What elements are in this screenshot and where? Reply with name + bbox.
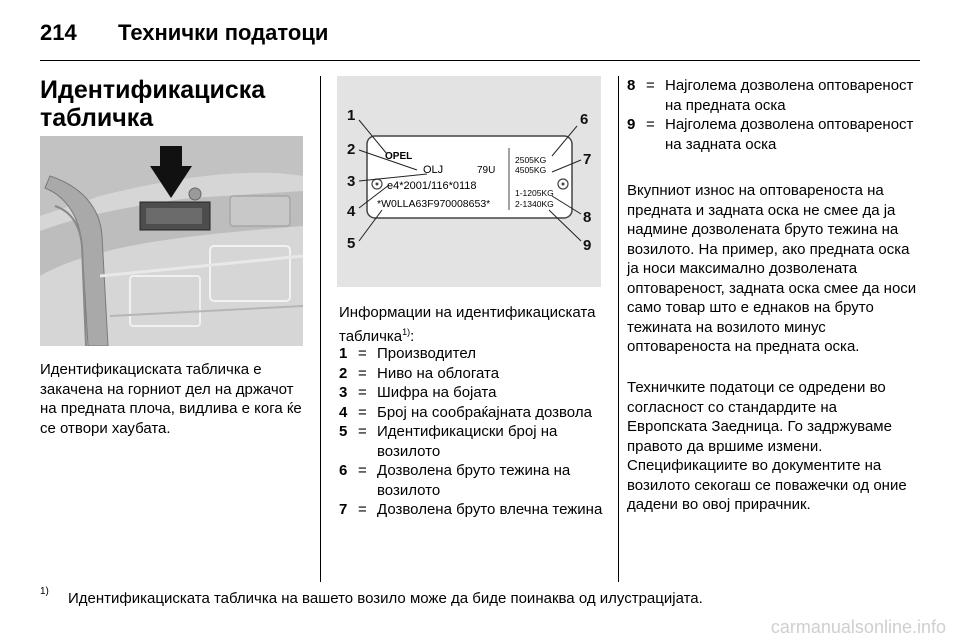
legend-number: 3 (339, 384, 348, 401)
plate-weight-1: 2505KG (515, 155, 547, 165)
plate-weight-2: 4505KG (515, 165, 547, 175)
column-divider-right (618, 76, 619, 582)
plate-info-intro-colon: : (410, 327, 415, 345)
legend-text: Најголема дозволена оптовареност на предната оска (665, 77, 914, 114)
legend-number: 2 (339, 364, 348, 382)
page-header (40, 14, 920, 54)
callout-9: 9 (583, 237, 592, 254)
watermark: carmanualsonline.info (770, 617, 946, 637)
section-title (40, 76, 310, 132)
callout-3: 3 (347, 173, 356, 190)
legend-text: Број на сообраќајната дозвола (377, 403, 592, 421)
footnote-mark: 1) (40, 586, 49, 597)
legend-equals: = (358, 403, 367, 421)
legend-equals: = (358, 345, 367, 362)
legend-equals: = (358, 462, 367, 479)
legend-item (339, 422, 609, 461)
legend-number: 1 (339, 345, 348, 362)
legend-text: Дозволена бруто влечна тежина (377, 501, 603, 518)
legend-item (339, 383, 609, 403)
callout-5: 5 (347, 235, 356, 252)
page-number: 214 (40, 20, 77, 45)
plate-weight-3: 1-1205KG (515, 188, 554, 198)
legend-item (627, 115, 917, 154)
footnote-ref: 1) (402, 326, 411, 337)
technical-data-paragraph: Техничките податоци се одредени во согласност со стандардите на Европската Заедница. Го задржуваме правото да вршиме измени. Спецификациите во документите на возилото секогаш се поважечки од оние дадени во овој прирачник. (627, 379, 907, 513)
header-rule (40, 60, 920, 61)
legend-text: Шифра на бојата (377, 384, 497, 401)
footnote-text: Идентификациската табличка на вашето возило може да биде поинаква од илустрацијата. (68, 590, 703, 607)
legend-text: Дозволена бруто тежина на возилото (377, 462, 571, 499)
id-plate-illustration (337, 76, 601, 287)
legend-text: Идентификациски број на возилото (377, 423, 558, 460)
legend-equals: = (358, 423, 367, 440)
legend-equals: = (358, 501, 367, 518)
plate-brand: OPEL (385, 151, 413, 162)
legend-text: Најголема дозволена оптовареност на задната оска (665, 116, 914, 153)
legend-item (339, 500, 609, 520)
legend-equals: = (646, 116, 655, 133)
legend-item (339, 403, 609, 423)
legend-list-right (627, 76, 917, 154)
plate-info-intro (339, 303, 609, 346)
engine-bay-photo (40, 136, 303, 346)
legend-item (339, 364, 609, 384)
plate-vin: *W0LLA63F970008653* (377, 198, 491, 210)
legend-item (339, 461, 609, 500)
legend-list-middle (339, 344, 609, 520)
section-title-line2: табличка (40, 104, 154, 132)
legend-equals: = (646, 77, 655, 94)
axle-load-paragraph: Вкупниот износ на оптовареноста на предната и задната оска не смее да ја надмине дозволената бруто тежина на возилото. На пример, ако предната оска ја носи максимално дозволената оптовареност, задната оска смее да носи само товар што е еднаков на бруто тежината на возилото минус оптовареноста на предната оска. (627, 182, 917, 355)
callout-1: 1 (347, 107, 356, 124)
legend-number: 5 (339, 423, 348, 440)
page-title: Технички податоци (118, 20, 329, 45)
callout-7: 7 (583, 151, 592, 168)
plate-color-code: 79U (477, 165, 496, 176)
left-paragraph: Идентификациската табличка е закачена на горниот дел на држачот на предната плоча, видлива е кога ќе се отвори хаубата. (40, 361, 302, 437)
legend-equals: = (358, 384, 367, 401)
legend-number: 6 (339, 462, 348, 479)
callout-8: 8 (583, 209, 592, 226)
legend-number: 7 (339, 501, 348, 518)
legend-number: 9 (627, 116, 636, 133)
callout-6: 6 (580, 111, 589, 128)
legend-number: 4 (339, 403, 348, 421)
plate-approval: e4*2001/116*0118 (387, 180, 477, 192)
legend-item (339, 344, 609, 364)
legend-number: 8 (627, 77, 636, 94)
section-title-line1: Идентификациска (40, 76, 266, 104)
column-divider-left (320, 76, 321, 582)
legend-text: Производител (377, 345, 476, 362)
legend-equals: = (358, 364, 367, 382)
plate-trim-code: OLJ (423, 164, 444, 176)
legend-text: Ниво на облогата (377, 364, 500, 382)
plate-info-intro-text: Информации на идентификациската табличка (339, 304, 596, 345)
callout-2: 2 (347, 141, 356, 158)
legend-item (627, 76, 917, 115)
callout-4: 4 (347, 203, 356, 220)
plate-weight-4: 2-1340KG (515, 199, 554, 209)
